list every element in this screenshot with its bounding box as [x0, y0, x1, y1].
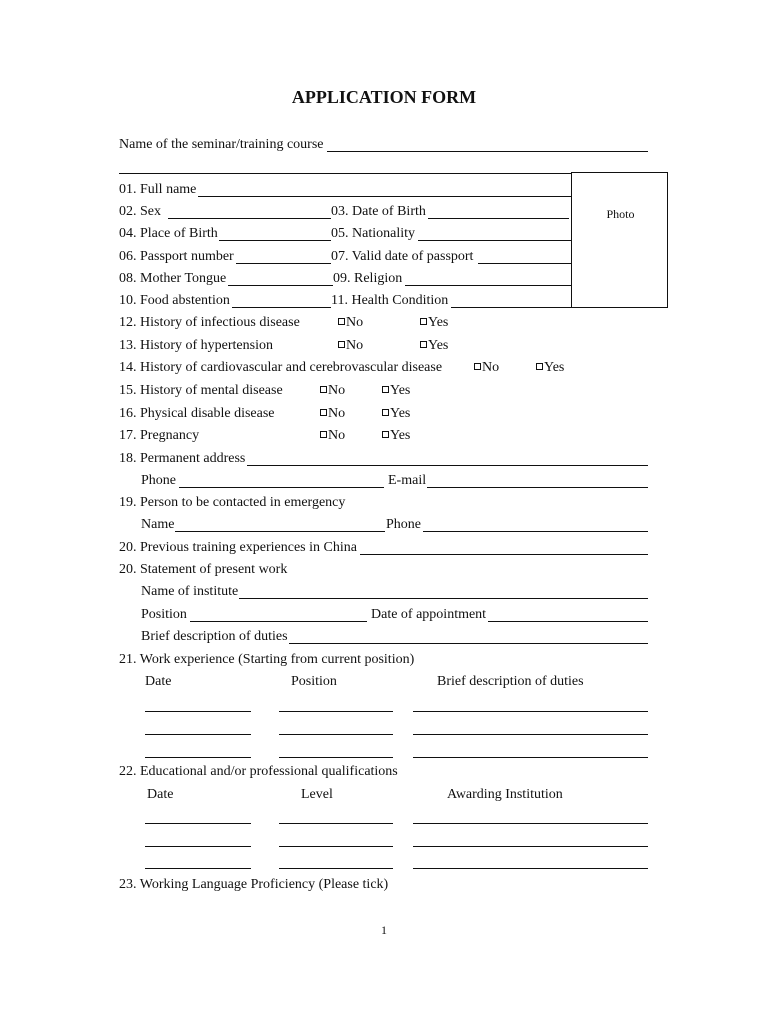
education-label: 22. Educational and/or professional qualifications [119, 764, 398, 779]
position-label: Position [141, 607, 187, 622]
option-no: No [328, 406, 346, 421]
food-label: 10. Food abstention [119, 293, 230, 308]
institute-field[interactable] [239, 598, 648, 599]
work-position-field[interactable] [279, 757, 393, 758]
passport-field[interactable] [236, 263, 331, 264]
language-label: 23. Working Language Proficiency (Please tick) [119, 877, 389, 892]
option-no: No [328, 383, 346, 398]
photo-box[interactable] [571, 172, 668, 308]
mental-yes-option[interactable] [382, 383, 410, 399]
checkbox-icon [320, 409, 327, 416]
physical-no-option[interactable] [320, 406, 345, 422]
place-of-birth-label: 04. Place of Birth [119, 226, 218, 241]
cardiovascular-no-option[interactable] [474, 360, 499, 376]
health-label: 11. Health Condition [331, 293, 449, 308]
present-work-label: 20. Statement of present work [119, 562, 288, 577]
work-duties-field[interactable] [413, 734, 648, 735]
edu-date-field[interactable] [145, 846, 251, 847]
checkbox-icon [382, 431, 389, 438]
dob-label: 03. Date of Birth [331, 204, 426, 219]
full-name-field[interactable] [198, 196, 571, 197]
checkbox-icon [382, 386, 389, 393]
edu-col-level: Level [301, 787, 333, 802]
appointment-label: Date of appointment [371, 607, 487, 622]
nationality-label: 05. Nationality [331, 226, 415, 241]
work-duties-field[interactable] [413, 757, 648, 758]
history-hypertension-label: 13. History of hypertension [119, 338, 273, 353]
pregnancy-no-option[interactable] [320, 428, 345, 444]
mother-tongue-field[interactable] [228, 285, 333, 286]
edu-institution-field[interactable] [413, 846, 648, 847]
religion-field[interactable] [405, 285, 571, 286]
work-date-field[interactable] [145, 711, 251, 712]
history-infectious-label: 12. History of infectious disease [119, 315, 300, 330]
edu-level-field[interactable] [279, 823, 393, 824]
food-field[interactable] [232, 307, 331, 308]
history-mental-label: 15. History of mental disease [119, 383, 283, 398]
email-label: E-mail [388, 473, 427, 488]
checkbox-icon [320, 431, 327, 438]
work-date-field[interactable] [145, 734, 251, 735]
email-field[interactable] [427, 487, 648, 488]
hypertension-no-option[interactable] [338, 338, 363, 354]
option-yes: Yes [390, 406, 411, 421]
previous-training-field[interactable] [360, 554, 648, 555]
work-position-field[interactable] [279, 711, 393, 712]
edu-date-field[interactable] [145, 868, 251, 869]
cardiovascular-yes-option[interactable] [536, 360, 564, 376]
edu-level-field[interactable] [279, 846, 393, 847]
checkbox-icon [320, 386, 327, 393]
mental-no-option[interactable] [320, 383, 345, 399]
previous-training-label: 20. Previous training experiences in China [119, 540, 357, 555]
address-phone-field[interactable] [179, 487, 384, 488]
religion-label: 09. Religion [333, 271, 403, 286]
option-yes: Yes [390, 383, 411, 398]
passport-label: 06. Passport number [119, 249, 234, 264]
work-col-duties: Brief description of duties [437, 674, 584, 689]
mother-tongue-label: 08. Mother Tongue [119, 271, 227, 286]
emergency-name-label: Name [141, 517, 175, 532]
work-col-date: Date [145, 674, 172, 689]
option-yes: Yes [428, 338, 449, 353]
edu-col-date: Date [147, 787, 174, 802]
option-yes: Yes [544, 360, 565, 375]
physical-yes-option[interactable] [382, 406, 410, 422]
sex-field[interactable] [168, 218, 331, 219]
checkbox-icon [338, 318, 345, 325]
nationality-field[interactable] [418, 240, 571, 241]
option-yes: Yes [428, 315, 449, 330]
address-phone-label: Phone [141, 473, 176, 488]
emergency-label: 19. Person to be contacted in emergency [119, 495, 346, 510]
history-cardiovascular-label: 14. History of cardiovascular and cerebrovascular disease [119, 360, 443, 375]
appointment-field[interactable] [488, 621, 648, 622]
checkbox-icon [420, 341, 427, 348]
page-number: 1 [381, 923, 387, 937]
work-position-field[interactable] [279, 734, 393, 735]
course-field[interactable] [327, 151, 648, 152]
checkbox-icon [474, 363, 481, 370]
pregnancy-label: 17. Pregnancy [119, 428, 200, 443]
edu-level-field[interactable] [279, 868, 393, 869]
permanent-address-field[interactable] [247, 465, 648, 466]
work-experience-label: 21. Work experience (Starting from current position) [119, 652, 415, 667]
checkbox-icon [382, 409, 389, 416]
emergency-phone-field[interactable] [423, 531, 648, 532]
health-field[interactable] [451, 307, 571, 308]
option-no: No [328, 428, 346, 443]
institute-label: Name of institute [141, 584, 239, 599]
full-name-label: 01. Full name [119, 182, 197, 197]
page-title: APPLICATION FORM [291, 87, 477, 107]
pregnancy-yes-option[interactable] [382, 428, 410, 444]
infectious-no-option[interactable] [338, 315, 363, 331]
sex-label: 02. Sex [119, 204, 161, 219]
checkbox-icon [420, 318, 427, 325]
duties-label: Brief description of duties [141, 629, 288, 644]
option-no: No [346, 315, 364, 330]
emergency-name-field[interactable] [175, 531, 385, 532]
edu-col-institution: Awarding Institution [447, 787, 563, 802]
photo-label: Photo [606, 207, 635, 221]
work-col-position: Position [291, 674, 337, 689]
checkbox-icon [338, 341, 345, 348]
edu-institution-field[interactable] [413, 868, 648, 869]
position-field[interactable] [190, 621, 367, 622]
work-date-field[interactable] [145, 757, 251, 758]
work-duties-field[interactable] [413, 711, 648, 712]
duties-field[interactable] [289, 643, 648, 644]
permanent-address-label: 18. Permanent address [119, 451, 246, 466]
valid-passport-label: 07. Valid date of passport [331, 249, 474, 264]
course-label: Name of the seminar/training course [119, 137, 324, 152]
edu-institution-field[interactable] [413, 823, 648, 824]
top-rule [119, 173, 571, 174]
option-no: No [482, 360, 500, 375]
place-of-birth-field[interactable] [219, 240, 331, 241]
checkbox-icon [536, 363, 543, 370]
option-yes: Yes [390, 428, 411, 443]
edu-date-field[interactable] [145, 823, 251, 824]
dob-field[interactable] [428, 218, 569, 219]
emergency-phone-label: Phone [386, 517, 421, 532]
physical-disable-label: 16. Physical disable disease [119, 406, 275, 421]
valid-passport-field[interactable] [478, 263, 571, 264]
infectious-yes-option[interactable] [420, 315, 448, 331]
hypertension-yes-option[interactable] [420, 338, 448, 354]
option-no: No [346, 338, 364, 353]
